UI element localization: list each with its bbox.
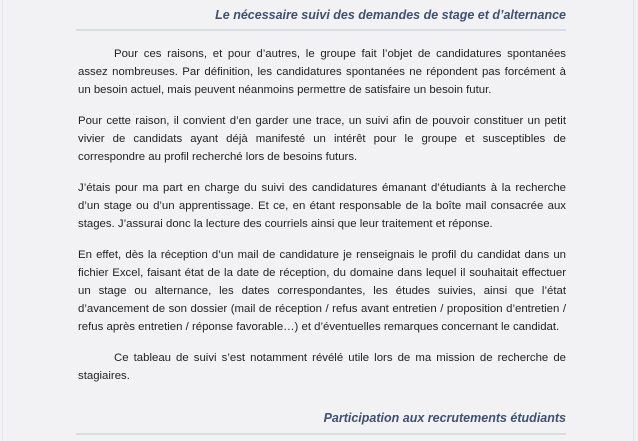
- paragraph-2: Pour cette raison, il convient d’en garder une trace, un suivi afin de pouvoir constituer un petit vivier de candidats ayant déjà manifesté un intérêt pour le groupe et susceptibles de correspondre au profil recherché lors de besoins futurs.: [78, 115, 566, 163]
- header-underline-bottom: [76, 433, 566, 435]
- document-page: [2, 0, 634, 441]
- paragraph-3: J’étais pour ma part en charge du suivi des candidatures émanant d’étudiants à la recherche d’un stage ou d’un apprentissage. Et ce, en étant responsable de la boîte mail consacrée aux stages. J’assurai donc la lecture des courriels ainsi que leur traitement et réponse.: [78, 182, 566, 230]
- paragraph-4: En effet, dès la réception d’un mail de candidature je renseignais le profil du candidat dans un fichier Excel, faisant état de la date de réception, du domaine dans lequel il souhaitait effectuer un stage ou alternance, les dates correspondantes, les études suivies, ainsi que l’état d’avancement de son dossier (mail de réception / refus avant entretien / proposition d’entretien / refus après entretien / réponse favorable…) et d’éventuelles remarques concernant le candidat.: [78, 249, 566, 333]
- header-underline-top: [76, 29, 566, 31]
- body-text: [78, 45, 566, 398]
- section-header-bottom: Participation aux recrutements étudiants: [323, 411, 566, 425]
- paragraph-5: Ce tableau de suivi s’est notamment révélé utile lors de ma mission de recherche de stagiaires.: [78, 352, 566, 382]
- paragraph-1: Pour ces raisons, et pour d’autres, le groupe fait l’objet de candidatures spontanées assez nombreuses. Par définition, les candidatures spontanées ne répondent pas forcément à un besoin actuel, mais peuvent néanmoins permettre de satisfaire un besoin futur.: [78, 48, 566, 96]
- section-header-top: Le nécessaire suivi des demandes de stage et d’alternance: [215, 8, 566, 22]
